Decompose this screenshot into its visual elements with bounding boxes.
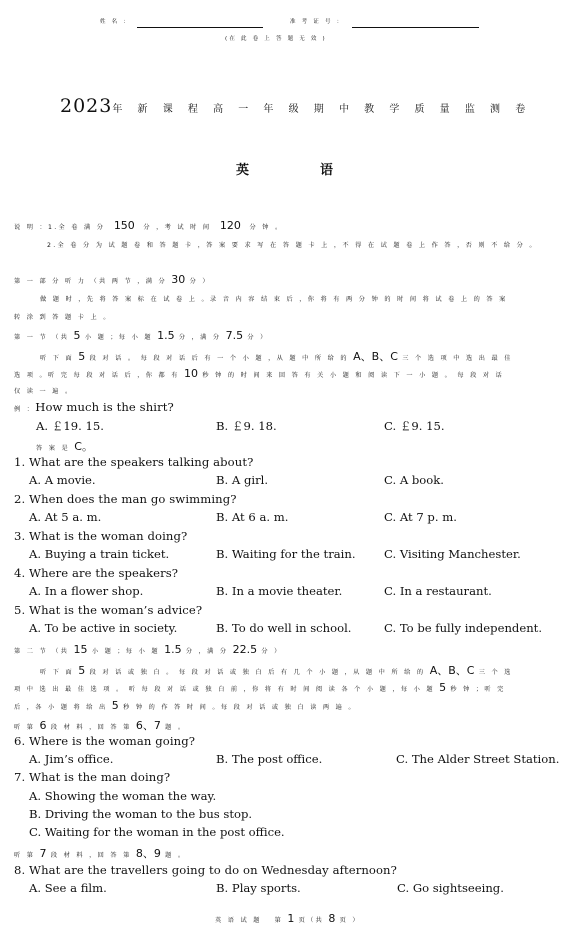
- section1-dir-1: 听 下 面 5 段 对 话 。 每 段 对 话 后 有 一 个 小 题 ，从 题 中 所 给 的 A、B、C 三 个 选 项 中 选 出 最 佳: [40, 350, 513, 363]
- exam-no-blank: [352, 27, 479, 28]
- question-4-option-c: C. In a restaurant.: [384, 584, 492, 598]
- name-blank: [137, 27, 263, 28]
- subject-char-2: 语: [320, 163, 334, 178]
- question-2: 2. When does the man go swimming?: [14, 492, 237, 506]
- question-1-option-b: B. A girl.: [216, 473, 269, 487]
- section1-dir-2: 选 项 。听 完 每 段 对 话 后 ，你 都 有 10 秒 钟 的 时 间 来 回 答 有 关 小 题 和 阅 读 下 一 小 题 。 每 段 对 话: [14, 367, 505, 380]
- section2-dir-2: 项 中 选 出 最 佳 选 项 。 听 每 段 对 话 或 独 白 前 ，你 将 有 时 间 阅 读 各 个 小 题 ，每 小 题 5 秒 钟 ；听 完: [14, 681, 506, 694]
- question-8-option-c: C. Go sightseeing.: [397, 881, 504, 895]
- name-label: 姓 名 ：: [100, 19, 131, 25]
- question-1-option-a: A. A movie.: [29, 473, 96, 487]
- question-4-option-a: A. In a flower shop.: [29, 584, 144, 598]
- title-year: 2023: [60, 95, 113, 117]
- section2-dir-3: 后 ，各 小 题 将 给 出 5 秒 钟 的 作 答 时 间 。每 段 对 话 或 独 白 读 两 遍 。: [14, 699, 357, 712]
- question-5-option-c: C. To be fully independent.: [384, 621, 543, 635]
- question-2-option-b: B. At 6 a. m.: [216, 510, 289, 524]
- question-4: 4. Where are the speakers?: [14, 566, 179, 580]
- example-option-a: A. ￡19. 15.: [36, 419, 104, 433]
- question-3-option-a: A. Buying a train ticket.: [29, 547, 170, 561]
- part1-intro-2: 转 涂 到 答 题 卡 上 。: [14, 314, 112, 321]
- question-6: 6. Where is the woman going?: [14, 734, 196, 748]
- page-footer: 英 语 试 题 第 1 页（共 8 页 ）: [215, 912, 361, 925]
- question-8: 8. What are the travellers going to do on Wednesday afternoon?: [14, 863, 397, 877]
- material-7-heading: 听 第 7 段 材 料 ，回 答 第 8、9 题 。: [14, 847, 187, 860]
- header-notice: (在 此 卷 上 答 题 无 效 ): [225, 36, 327, 42]
- question-3: 3. What is the woman doing?: [14, 529, 188, 543]
- question-3-option-c: C. Visiting Manchester.: [384, 547, 521, 561]
- question-2-option-a: A. At 5 a. m.: [29, 510, 102, 524]
- subject-char-1: 英: [236, 163, 250, 178]
- question-6-option-b: B. The post office.: [216, 752, 323, 766]
- question-2-option-c: C. At 7 p. m.: [384, 510, 457, 524]
- question-8-option-a: A. See a film.: [29, 881, 107, 895]
- exam-no-label: 准 考 证 号 ：: [290, 19, 345, 25]
- instruction-line-1: 说 明 ：1.全 卷 满 分 150 分 ，考 试 时 间 120 分 钟 。: [14, 219, 284, 232]
- instruction-line-2: 2.全 卷 分 为 试 题 卷 和 答 题 卡 ，答 案 要 求 写 在 答 题 卡 上 ，不 得 在 试 题 卷 上 作 答 ，否 则 不 给 分 。: [47, 242, 538, 249]
- part1-heading: 第 一 部 分 听 力 （共 两 节 ，满 分 30 分 ）: [14, 273, 211, 286]
- section1-heading: 第 一 节 （共 5 小 题 ；每 小 题 1.5 分 ，满 分 7.5 分 ）: [14, 329, 269, 342]
- part1-intro-1: 做 题 时 ，先 将 答 案 标 在 试 卷 上 。录 音 内 容 结 束 后 ，你 将 有 两 分 钟 的 时 间 将 试 卷 上 的 答 案: [40, 296, 508, 303]
- question-7-option-b: B. Driving the woman to the bus stop.: [29, 807, 253, 821]
- question-5: 5. What is the woman’s advice?: [14, 603, 203, 617]
- example-option-c: C. ￡9. 15.: [384, 419, 445, 433]
- question-3-option-b: B. Waiting for the train.: [216, 547, 356, 561]
- title-text: 年 新 课 程 高 一 年 级 期 中 教 学 质 量 监 测 卷: [112, 104, 532, 115]
- question-1-option-c: C. A book.: [384, 473, 444, 487]
- section2-heading: 第 二 节 （共 15 小 题 ；每 小 题 1.5 分 ，满 分 22.5 分 ）: [14, 643, 283, 656]
- question-1: 1. What are the speakers talking about?: [14, 455, 254, 469]
- example-question: 例 ：How much is the shirt?: [14, 400, 174, 414]
- question-5-option-a: A. To be active in society.: [29, 621, 178, 635]
- section1-dir-3: 仅 读 一 遍 。: [14, 388, 74, 395]
- material-6-heading: 听 第 6 段 材 料 ，回 答 第 6、7 题 。: [14, 719, 187, 732]
- paper-title: [60, 95, 531, 117]
- question-6-option-a: A. Jim’s office.: [29, 752, 114, 766]
- question-4-option-b: B. In a movie theater.: [216, 584, 343, 598]
- example-option-b: B. ￡9. 18.: [216, 419, 277, 433]
- question-5-option-b: B. To do well in school.: [216, 621, 352, 635]
- question-7-option-a: A. Showing the woman the way.: [29, 789, 217, 803]
- question-8-option-b: B. Play sports.: [216, 881, 301, 895]
- question-7: 7. What is the man doing?: [14, 770, 171, 784]
- question-6-option-c: C. The Alder Street Station.: [396, 752, 560, 766]
- example-answer: 答 案 是 C。: [36, 440, 93, 453]
- question-7-option-c: C. Waiting for the woman in the post office.: [29, 825, 285, 839]
- section2-dir-1: 听 下 面 5 段 对 话 或 独 白 。 每 段 对 话 或 独 白 后 有 几 个 小 题 ，从 题 中 所 给 的 A、B、C 三 个 选: [40, 664, 513, 677]
